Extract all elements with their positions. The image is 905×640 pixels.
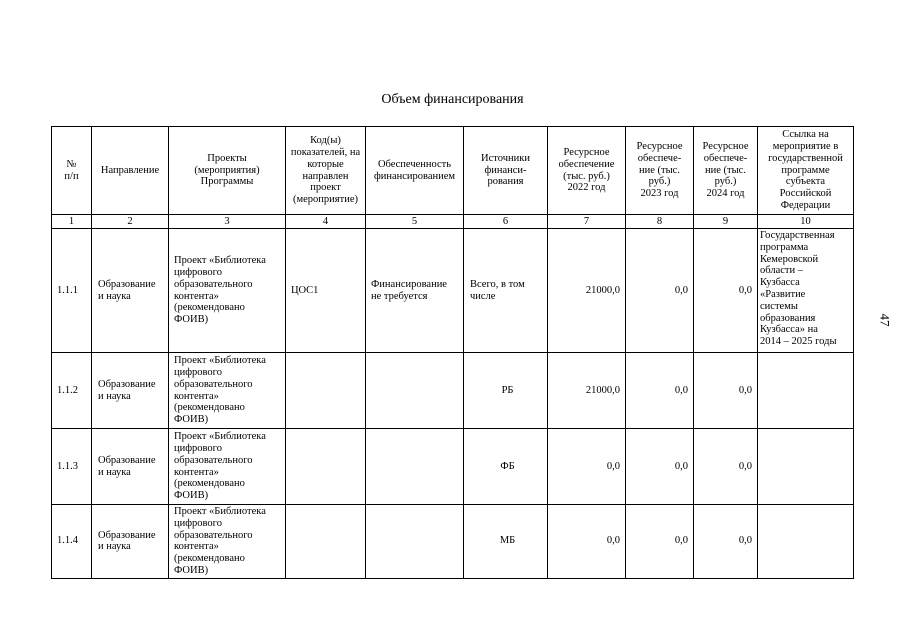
funding-cell bbox=[366, 353, 464, 429]
header-cell-source: Источники финанси- рования bbox=[464, 127, 548, 215]
codes-cell: ЦОС1 bbox=[286, 229, 366, 353]
column-number: 4 bbox=[286, 215, 366, 229]
source-cell: Всего, в том числе bbox=[464, 229, 548, 353]
page-number: 47 bbox=[877, 313, 893, 327]
header-cell-project: Проекты (мероприятия) Программы bbox=[169, 127, 286, 215]
project-cell: Проект «Библиотека цифрового образовательного контента» (рекомендовано ФОИВ) bbox=[169, 429, 286, 505]
project-cell: Проект «Библиотека цифрового образовательного контента» (рекомендовано ФОИВ) bbox=[169, 353, 286, 429]
header-cell-2023: Ресурсное обеспече- ние (тыс. руб.) 2023 год bbox=[626, 127, 694, 215]
table-row bbox=[52, 353, 854, 429]
column-number: 1 bbox=[52, 215, 92, 229]
table-row bbox=[52, 505, 854, 579]
row-number: 1.1.1 bbox=[52, 229, 92, 353]
value-2022-cell: 21000,0 bbox=[548, 229, 626, 353]
direction-cell: Образование и наука bbox=[92, 505, 169, 579]
direction-cell: Образование и наука bbox=[92, 353, 169, 429]
column-number: 10 bbox=[758, 215, 854, 229]
value-2023-cell: 0,0 bbox=[626, 429, 694, 505]
table-row bbox=[52, 429, 854, 505]
value-2022-cell: 0,0 bbox=[548, 429, 626, 505]
page-title: Объем финансирования bbox=[381, 92, 524, 107]
project-cell: Проект «Библиотека цифрового образовательного контента» (рекомендовано ФОИВ) bbox=[169, 229, 286, 353]
value-2024-cell: 0,0 bbox=[694, 505, 758, 579]
program-link-cell bbox=[758, 353, 854, 429]
source-cell: РБ bbox=[464, 353, 548, 429]
funding-cell bbox=[366, 429, 464, 505]
financing-table bbox=[51, 126, 854, 579]
header-cell-direction: Направление bbox=[92, 127, 169, 215]
header-cell-2024: Ресурсное обеспече- ние (тыс. руб.) 2024 год bbox=[694, 127, 758, 215]
column-number: 5 bbox=[366, 215, 464, 229]
codes-cell bbox=[286, 353, 366, 429]
value-2024-cell: 0,0 bbox=[694, 429, 758, 505]
project-cell: Проект «Библиотека цифрового образовательного контента» (рекомендовано ФОИВ) bbox=[169, 505, 286, 579]
header-cell-codes: Код(ы) показателей, на которые направлен проект (мероприятие) bbox=[286, 127, 366, 215]
codes-cell bbox=[286, 505, 366, 579]
table-row bbox=[52, 229, 854, 353]
direction-cell: Образование и наука bbox=[92, 229, 169, 353]
codes-cell bbox=[286, 429, 366, 505]
header-cell-2022: Ресурсное обеспечение (тыс. руб.) 2022 год bbox=[548, 127, 626, 215]
funding-cell bbox=[366, 505, 464, 579]
value-2024-cell: 0,0 bbox=[694, 353, 758, 429]
column-number: 2 bbox=[92, 215, 169, 229]
source-cell: МБ bbox=[464, 505, 548, 579]
direction-cell: Образование и наука bbox=[92, 429, 169, 505]
value-2024-cell: 0,0 bbox=[694, 229, 758, 353]
column-number: 3 bbox=[169, 215, 286, 229]
column-number-row bbox=[52, 215, 854, 229]
column-number: 9 bbox=[694, 215, 758, 229]
source-cell: ФБ bbox=[464, 429, 548, 505]
funding-cell: Финансирование не требуется bbox=[366, 229, 464, 353]
header-cell-funding: Обеспеченность финансированием bbox=[366, 127, 464, 215]
header-cell-number: № п/п bbox=[52, 127, 92, 215]
column-number: 8 bbox=[626, 215, 694, 229]
program-link-cell bbox=[758, 505, 854, 579]
row-number: 1.1.4 bbox=[52, 505, 92, 579]
value-2023-cell: 0,0 bbox=[626, 353, 694, 429]
value-2023-cell: 0,0 bbox=[626, 505, 694, 579]
table-header-row bbox=[52, 127, 854, 215]
program-link-cell: Государственная программа Кемеровской области – Кузбасса «Развитие системы образования Кузбасса» на 2014 – 2025 годы bbox=[758, 229, 854, 353]
column-number: 7 bbox=[548, 215, 626, 229]
row-number: 1.1.2 bbox=[52, 353, 92, 429]
program-link-cell bbox=[758, 429, 854, 505]
row-number: 1.1.3 bbox=[52, 429, 92, 505]
value-2022-cell: 0,0 bbox=[548, 505, 626, 579]
value-2023-cell: 0,0 bbox=[626, 229, 694, 353]
header-cell-link: Ссылка на мероприятие в государственной программе субъекта Российской Федерации bbox=[758, 127, 854, 215]
value-2022-cell: 21000,0 bbox=[548, 353, 626, 429]
column-number: 6 bbox=[464, 215, 548, 229]
